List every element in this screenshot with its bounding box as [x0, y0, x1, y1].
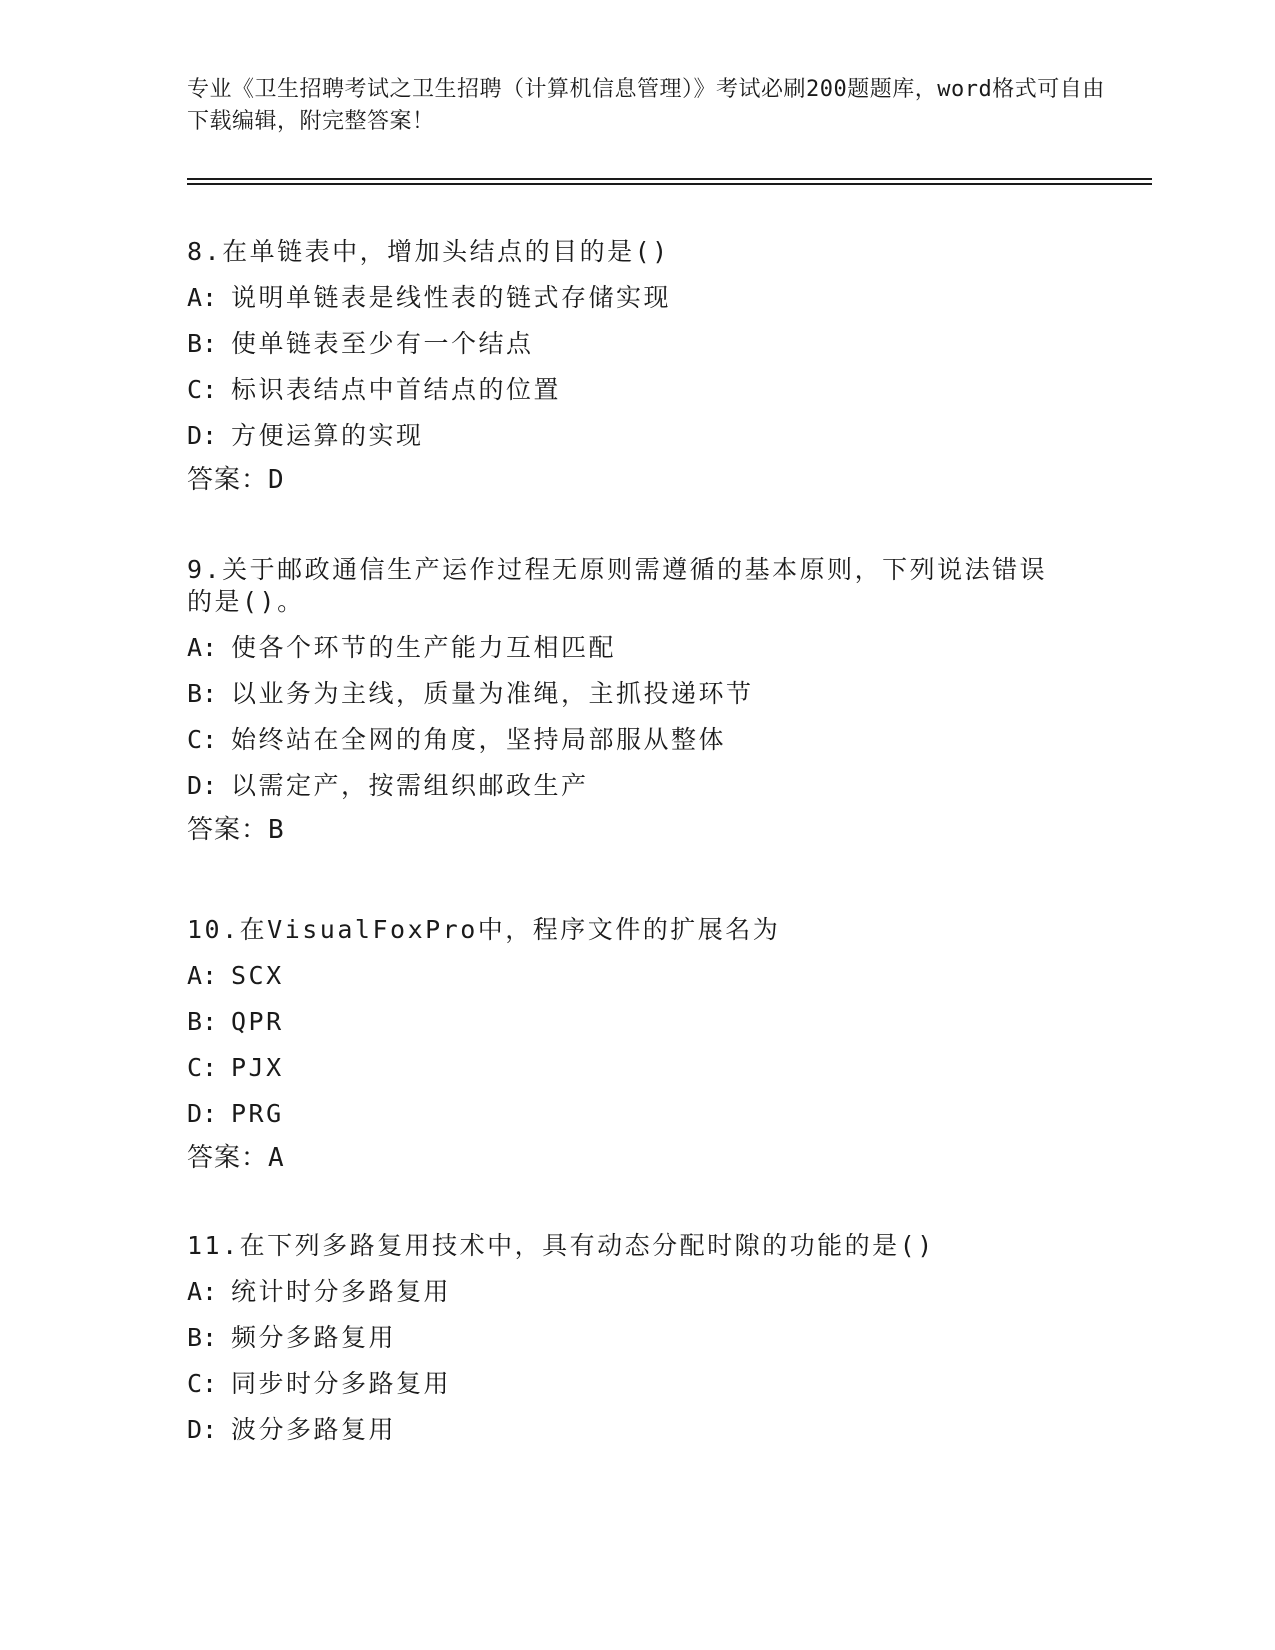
question-8 — [187, 236, 1067, 496]
answer: 答案：A — [187, 1143, 285, 1173]
option-c: C: 标识表结点中首结点的位置 — [187, 375, 562, 404]
header-divider-bottom — [187, 183, 1152, 185]
option-d: D: 以需定产，按需组织邮政生产 — [187, 771, 589, 800]
question-stem: 9.关于邮政通信生产运作过程无原则需遵循的基本原则，下列说法错误的是()。 — [187, 555, 1048, 616]
question-9 — [187, 554, 1067, 846]
option-b: B: 以业务为主线，质量为准绳，主抓投递环节 — [187, 679, 754, 708]
question-stem: 11.在下列多路复用技术中，具有动态分配时隙的功能的是() — [187, 1231, 935, 1260]
header-divider-top — [187, 178, 1152, 180]
option-a: A: 统计时分多路复用 — [187, 1277, 452, 1306]
document-header: 专业《卫生招聘考试之卫生招聘（计算机信息管理）》考试必刷200题题库，word格式可自由下载编辑，附完整答案！ — [187, 77, 1105, 134]
answer: 答案：D — [187, 465, 285, 495]
question-stem: 10.在VisualFoxPro中，程序文件的扩展名为 — [187, 915, 781, 944]
option-c: C: PJX — [187, 1053, 284, 1082]
option-b: B: QPR — [187, 1007, 284, 1036]
answer: 答案：B — [187, 815, 285, 845]
question-stem: 8.在单链表中，增加头结点的目的是() — [187, 237, 670, 266]
option-a: A: SCX — [187, 961, 284, 990]
option-c: C: 同步时分多路复用 — [187, 1369, 452, 1398]
option-d: D: 方便运算的实现 — [187, 421, 424, 450]
option-a: A: 说明单链表是线性表的链式存储实现 — [187, 283, 672, 312]
question-10 — [187, 914, 1067, 1174]
option-b: B: 频分多路复用 — [187, 1323, 397, 1352]
option-c: C: 始终站在全网的角度，坚持局部服从整体 — [187, 725, 727, 754]
option-d: D: 波分多路复用 — [187, 1415, 397, 1444]
option-b: B: 使单链表至少有一个结点 — [187, 329, 534, 358]
option-d: D: PRG — [187, 1099, 284, 1128]
option-a: A: 使各个环节的生产能力互相匹配 — [187, 633, 617, 662]
question-11 — [187, 1230, 1067, 1446]
